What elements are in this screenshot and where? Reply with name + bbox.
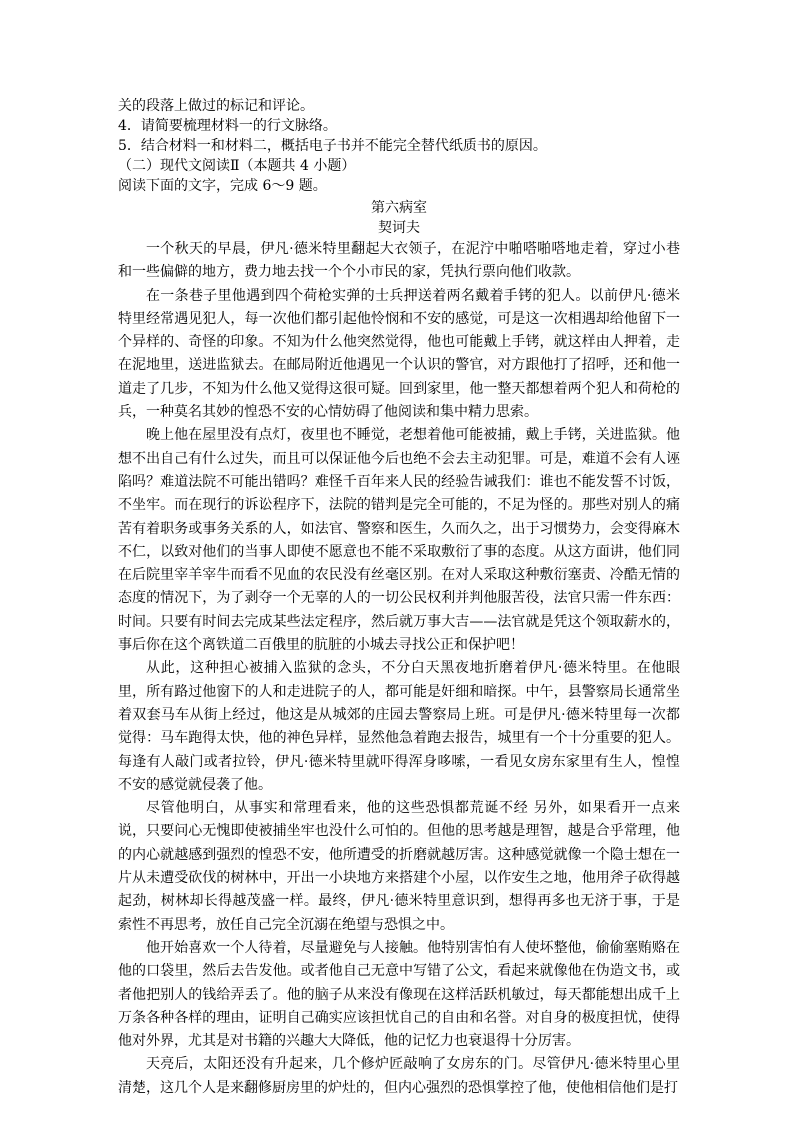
question-line: 4．请简要梳理材料一的行文脉络。: [118, 118, 337, 134]
article-paragraph: 从此，这种担心被捕入监狱的念头，不分白天黑夜地折磨着伊凡·德米特里。在他眼里，所有路过他窗下的人和走进院子的人，都可能是奸细和暗探。中午，县警察局长通常坐着双套马车从街上经过，他这是从城郊的庄园去警察局上班。可是伊凡·德米特里每一次都觉得：马车跑得太快，他的神色异样，显然他急着跑去报告，城里有一个十分重要的犯人。每逢有人敲门或者拉铃，伊凡·德米特里就吓得浑身哆嗦，一看见女房东家里有生人，惶惶不安的感觉就侵袭了他。: [118, 660, 680, 793]
article-title: 第六病室: [371, 200, 427, 216]
question-line: 关的段落上做过的标记和评论。: [118, 98, 314, 114]
article-paragraph: 尽管他明白，从事实和常理看来，他的这些恐惧都荒诞不经 另外，如果看开一点来说，只要问心无愧即使被捕坐牢也没什么可怕的。但他的思考越是理智，越是合乎常理，他的内心就越感到强烈的惶恐不安，他所遭受的折磨就越厉害。这种感觉就像一个隐士想在一片从未遭受砍伐的树林中，开出一小块地方来搭建个小屋，以作安生之地，他用斧子砍得越起劲，树林却长得越茂盛一样。最终，伊凡·德米特里意识到，想得再多也无济于事，于是索性不再思考，放任自己完全沉溺在绝望与恐惧之中。: [118, 800, 680, 933]
article-paragraph: 晚上他在屋里没有点灯，夜里也不睡觉，老想着他可能被捕，戴上手铐，关进监狱。他想不出自己有什么过失，而且可以保证他今后也绝不会去主动犯罪。可是，难道不会有人诬陷吗？难道法院不可能出错吗？难怪千百年来人民的经验告诫我们：谁也不能发誓不讨饭，不坐牢。而在现行的诉讼程序下，法院的错判是完全可能的，不足为怪的。那些对别人的痛苦有着职务或事务关系的人，如法官、警察和医生，久而久之，出于习惯势力，会变得麻木不仁，以致对他们的当事人即使不愿意也不能不采取敷衍了事的态度。从这方面讲，他们同在后院里宰羊宰牛而看不见血的农民没有丝毫区别。在对人采取这种敷衍塞责、冷酷无情的态度的情况下，为了剥夺一个无辜的人的一切公民权利并判他服苦役，法官只需一件东西：时间。只要有时间去完成某些法定程序，然后就万事大吉——法官就是凭这个领取薪水的，事后你在这个离铁道二百俄里的肮脏的小城去寻找公正和保护吧！: [118, 427, 680, 654]
section-heading: （二）现代文阅读Ⅱ（本题共 4 小题）: [118, 158, 356, 174]
question-line: 5．结合材料一和材料二，概括电子书并不能完全替代纸质书的原因。: [118, 138, 547, 154]
article-paragraph: 在一条巷子里他遇到四个荷枪实弹的士兵押送着两名戴着手铐的犯人。以前伊凡·德米特里经常遇见犯人，每一次他们都引起他怜悯和不安的感觉，可是这一次相遇却给他留下一个异样的、奇怪的印象。不知为什么他突然觉得，他也可能戴上手铐，就这样由人押着，走在泥地里，送进监狱去。在邮局附近他遇见一个认识的警官，对方跟他打了招呼，还和他一道走了几步，不知为什么他又觉得这很可疑。回到家里，他一整天都想着两个犯人和荷枪的兵，一种莫名其妙的惶恐不安的心情妨碍了他阅读和集中精力思索。: [118, 287, 680, 421]
article: [118, 198, 680, 1100]
question-block: [118, 96, 680, 196]
article-author: 契诃夫: [378, 220, 420, 236]
instruction-line: 阅读下面的文字，完成 6～9 题。: [118, 178, 327, 194]
article-paragraph: 天亮后，太阳还没有升起来，几个修炉匠敲响了女房东的门。尽管伊凡·德米特里心里清楚，这几个人是来翻修厨房里的炉灶的，但内心强烈的恐惧掌控了他，使他相信他们是打: [118, 1056, 680, 1096]
article-paragraph: 他开始喜欢一个人待着，尽量避免与人接触。他特别害怕有人使坏整他，偷偷塞贿赂在他的口袋里，然后去告发他。或者他自己无意中写错了公文，看起来就像他在伪造文书，或者他把别人的钱给弄丢了。他的脑子从来没有像现在这样活跃机敏过，每天都能想出成千上万条各种各样的理由，证明自己确实应该担忧自己的自由和名誉。对自身的极度担忧，使得他对外界，尤其是对书籍的兴趣大大降低，他的记忆力也衰退得十分厉害。: [118, 939, 680, 1050]
article-paragraph: 一个秋天的早晨，伊凡·德米特里翻起大衣领子，在泥泞中啪嗒啪嗒地走着，穿过小巷和一些偏僻的地方，费力地去找一个个小市民的家，凭执行票向他们收款。: [118, 241, 680, 281]
